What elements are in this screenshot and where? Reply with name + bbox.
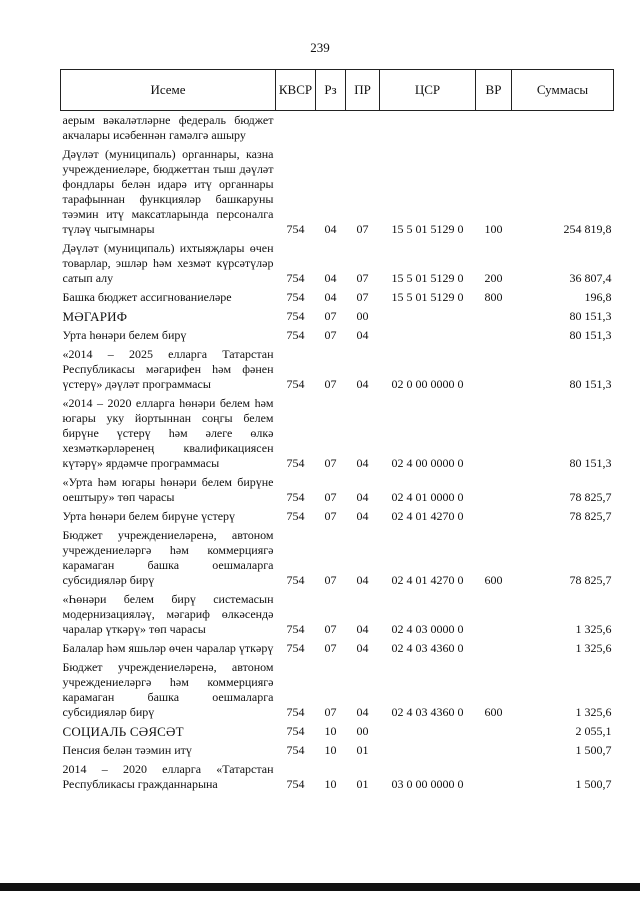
cell-rz: 07 [324, 622, 337, 636]
cell-rz: 07 [324, 456, 337, 470]
table-row [61, 145, 614, 239]
cell-name: Урта һөнәри белем бирүне үстерү [62, 509, 236, 523]
cell-kvsr: 754 [286, 509, 305, 523]
cell-csr [380, 722, 476, 741]
cell-name: аерым вәкаләтләрне федераль бюджет акчалары исәбеннән гамәлгә ашыру [62, 113, 274, 142]
cell-kvsr: 754 [286, 705, 305, 719]
cell-sum: 78 825,7 [569, 490, 612, 504]
cell-csr: 02 4 03 0000 0 [391, 622, 464, 636]
cell-name: «2014 – 2025 елларга Татарстан Республикасы мәгарифен һәм фәнен үстерү» дәүләт программасы [62, 347, 274, 391]
header-pr: ПР [346, 70, 380, 111]
cell-kvsr [276, 111, 316, 146]
cell-name: Дәүләт (муниципаль) ихтыяҗлары өчен товарлар, эшләр һәм хезмәт күрсәтүләр сатып алу [62, 241, 274, 285]
cell-vr [476, 507, 512, 526]
cell-rz: 10 [324, 777, 337, 791]
cell-sum: 80 151,3 [569, 456, 612, 470]
cell-rz: 07 [324, 309, 337, 323]
cell-rz: 07 [324, 641, 337, 655]
cell-rz: 07 [324, 509, 337, 523]
cell-csr [380, 741, 476, 760]
cell-kvsr: 754 [286, 573, 305, 587]
cell-rz: 04 [324, 290, 337, 304]
cell-name: 2014 – 2020 елларга «Татарстан Республикасы гражданнарына [62, 762, 274, 791]
cell-vr [476, 111, 512, 146]
cell-name: «2014 – 2020 елларга һөнәри белем һәм югары уку йортыннан соңгы белем бирүне үстерү һәм әлеге өлкә хезмәткәрләренең квалификациясен күтәрү» ярдәмче программасы [62, 396, 274, 470]
cell-pr: 04 [356, 456, 369, 470]
cell-kvsr: 754 [286, 490, 305, 504]
cell-kvsr: 754 [286, 309, 305, 323]
cell-kvsr: 754 [286, 743, 305, 757]
cell-pr: 07 [356, 290, 369, 304]
table-row [61, 658, 614, 722]
cell-vr: 100 [484, 222, 503, 236]
cell-pr [346, 111, 380, 146]
cell-pr: 04 [356, 641, 369, 655]
cell-name: Башка бюджет ассигнованиеләре [62, 290, 232, 304]
cell-sum: 78 825,7 [569, 573, 612, 587]
cell-vr: 600 [484, 573, 503, 587]
cell-sum: 1 500,7 [575, 777, 612, 791]
cell-rz: 10 [324, 724, 337, 738]
cell-vr [476, 741, 512, 760]
cell-vr [476, 760, 512, 794]
cell-kvsr: 754 [286, 641, 305, 655]
cell-pr: 07 [356, 222, 369, 236]
header-rz: Рз [316, 70, 346, 111]
cell-kvsr: 754 [286, 377, 305, 391]
section-row [61, 307, 614, 326]
cell-csr: 02 4 01 0000 0 [391, 490, 464, 504]
cell-csr [380, 326, 476, 345]
cell-csr: 15 5 01 5129 0 [391, 290, 464, 304]
cell-vr [476, 639, 512, 658]
cell-kvsr: 754 [286, 328, 305, 342]
cell-rz: 07 [324, 490, 337, 504]
cell-sum: 254 819,8 [563, 222, 612, 236]
cell-name: «Һөнәри белем бирү системасын модернизацияләү, мәгариф өлкәсендә чаралар үткәрү» төп чарасы [62, 592, 274, 636]
cell-vr: 200 [484, 271, 503, 285]
cell-pr: 04 [356, 377, 369, 391]
cell-kvsr: 754 [286, 222, 305, 236]
table-row [61, 288, 614, 307]
section-row [61, 722, 614, 741]
cell-sum: 196,8 [584, 290, 612, 304]
table-body [61, 111, 614, 795]
cell-pr: 04 [356, 705, 369, 719]
table-row [61, 526, 614, 590]
cell-rz: 04 [324, 222, 337, 236]
cell-kvsr: 754 [286, 271, 305, 285]
cell-name: «Урта һәм югары һөнәри белем бирүне оештыру» төп чарасы [62, 475, 274, 504]
table-row [61, 394, 614, 473]
table-header [61, 70, 614, 111]
cell-pr: 04 [356, 509, 369, 523]
cell-vr [476, 394, 512, 473]
cell-kvsr: 754 [286, 724, 305, 738]
cell-pr: 01 [356, 743, 369, 757]
cell-sum: 1 500,7 [575, 743, 612, 757]
cell-name: Дәүләт (муниципаль) органнары, казна учреждениеләре, бюджеттан тыш дәүләт фондлары белән идарә итү органнары тарафыннан функцияләр башкаруны тәэмин итү максатларында персоналга түләү чыгымнары [62, 147, 274, 236]
header-csr: ЦСР [380, 70, 476, 111]
cell-pr: 04 [356, 490, 369, 504]
cell-sum: 2 055,1 [575, 724, 612, 738]
cell-kvsr: 754 [286, 290, 305, 304]
budget-table [60, 69, 614, 794]
cell-sum: 80 151,3 [569, 377, 612, 391]
cell-rz: 04 [324, 271, 337, 285]
cell-vr [476, 473, 512, 507]
cell-name: Бюджет учреждениеләренә, автоном учреждениеләргә һәм коммерциягә карамаган башка оешмаларга субсидияләр бирү [62, 528, 274, 587]
table-row [61, 111, 614, 146]
cell-rz: 07 [324, 377, 337, 391]
cell-rz: 10 [324, 743, 337, 757]
header-kvsr: КВСР [276, 70, 316, 111]
cell-sum [512, 111, 614, 146]
cell-name: МӘГАРИФ [62, 309, 128, 324]
cell-sum: 1 325,6 [575, 705, 612, 719]
cell-csr: 02 4 03 4360 0 [391, 641, 464, 655]
cell-vr [476, 345, 512, 394]
cell-csr: 15 5 01 5129 0 [391, 222, 464, 236]
cell-pr: 04 [356, 573, 369, 587]
cell-vr [476, 307, 512, 326]
cell-csr: 03 0 00 0000 0 [391, 777, 464, 791]
table-row [61, 345, 614, 394]
table-row [61, 473, 614, 507]
cell-csr [380, 307, 476, 326]
header-vr: ВР [476, 70, 512, 111]
cell-rz: 07 [324, 705, 337, 719]
cell-rz: 07 [324, 328, 337, 342]
header-sum: Суммасы [512, 70, 614, 111]
cell-kvsr: 754 [286, 777, 305, 791]
cell-name: Балалар һәм яшьләр өчен чаралар үткәрү [62, 641, 274, 655]
cell-vr [476, 326, 512, 345]
cell-vr [476, 590, 512, 639]
table-row [61, 639, 614, 658]
cell-pr: 00 [356, 309, 369, 323]
header-name: Исеме [61, 70, 276, 111]
cell-pr: 00 [356, 724, 369, 738]
cell-sum: 78 825,7 [569, 509, 612, 523]
cell-pr: 01 [356, 777, 369, 791]
cell-sum: 1 325,6 [575, 641, 612, 655]
cell-name: Урта һөнәри белем бирү [62, 328, 187, 342]
cell-csr: 02 4 01 4270 0 [391, 573, 464, 587]
cell-csr: 15 5 01 5129 0 [391, 271, 464, 285]
cell-kvsr: 754 [286, 622, 305, 636]
cell-name: Бюджет учреждениеләренә, автоном учреждениеләргә һәм коммерциягә карамаган башка оешмаларга субсидияләр бирү [62, 660, 274, 719]
cell-csr: 02 0 00 0000 0 [391, 377, 464, 391]
cell-pr: 04 [356, 622, 369, 636]
table-row [61, 239, 614, 288]
cell-csr: 02 4 01 4270 0 [391, 509, 464, 523]
cell-sum: 80 151,3 [569, 328, 612, 342]
table-row [61, 760, 614, 794]
table-row [61, 326, 614, 345]
cell-pr: 04 [356, 328, 369, 342]
cell-pr: 07 [356, 271, 369, 285]
bottom-scan-bar [0, 883, 640, 891]
cell-vr: 600 [484, 705, 503, 719]
cell-csr: 02 4 00 0000 0 [391, 456, 464, 470]
cell-csr [380, 111, 476, 146]
cell-name: Пенсия белән тәэмин итү [62, 743, 192, 757]
cell-vr: 800 [484, 290, 503, 304]
cell-sum: 1 325,6 [575, 622, 612, 636]
cell-name: СОЦИАЛЬ СӘЯСӘТ [62, 724, 184, 739]
cell-rz [316, 111, 346, 146]
table-row [61, 507, 614, 526]
cell-sum: 80 151,3 [569, 309, 612, 323]
cell-rz: 07 [324, 573, 337, 587]
cell-kvsr: 754 [286, 456, 305, 470]
cell-csr: 02 4 03 4360 0 [391, 705, 464, 719]
table-row [61, 741, 614, 760]
cell-sum: 36 807,4 [569, 271, 612, 285]
cell-vr [476, 722, 512, 741]
table-row [61, 590, 614, 639]
page-number: 239 [310, 40, 330, 55]
